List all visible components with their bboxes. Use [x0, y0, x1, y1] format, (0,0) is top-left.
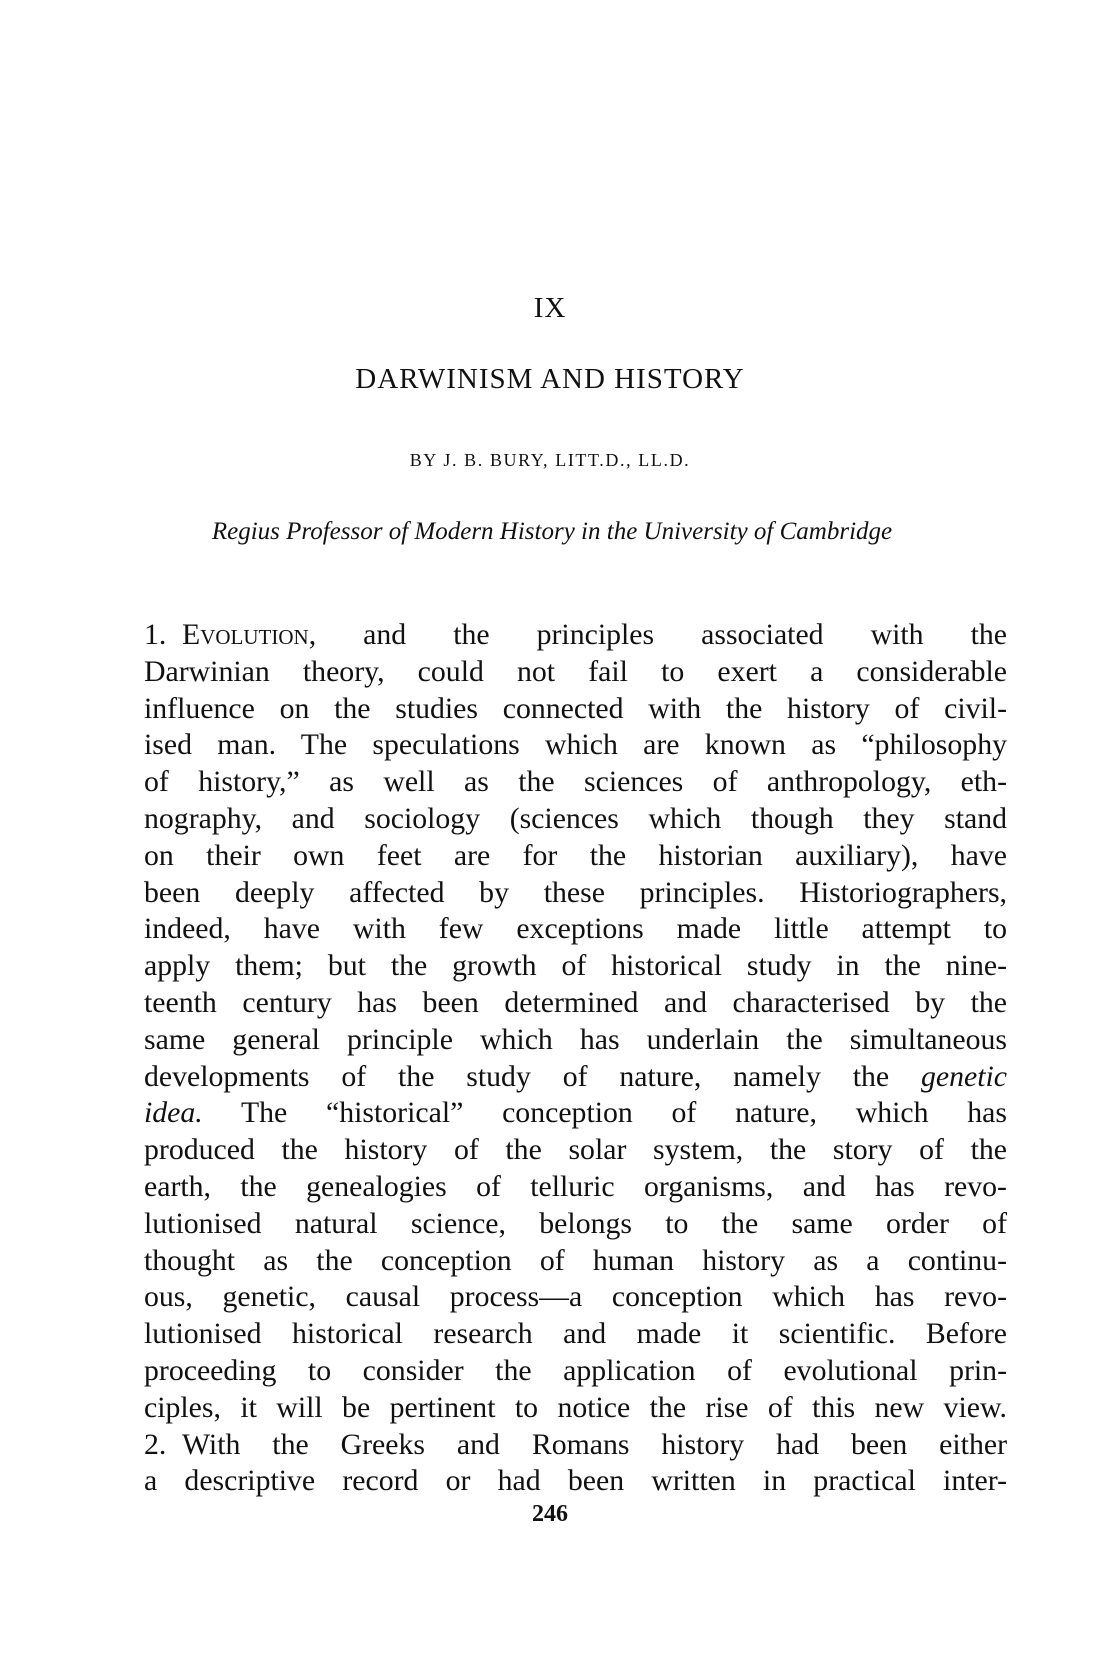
body-line: thought as the conception of human history as a continu-: [144, 1243, 1007, 1277]
body-line: a descriptive record or had been written in practical inter-: [144, 1464, 1007, 1498]
body-line: on their own feet are for the historian auxiliary), have: [144, 838, 1007, 872]
author-byline: BY J. B. BURY, LITT.D., LL.D.: [409, 450, 691, 470]
body-line: [144, 1427, 1007, 1464]
body-line: teenth century has been determined and characterised by the: [144, 985, 1007, 1019]
body-line: Darwinian theory, could not fail to exert a considerable: [144, 654, 1007, 688]
body-line: [144, 1095, 1007, 1132]
body-line: ised man. The speculations which are known as “philosophy: [144, 728, 1007, 762]
italic-term: idea.: [144, 1096, 203, 1130]
body-line: nography, and sociology (sciences which though they stand: [144, 801, 1007, 835]
opening-word: Evolution: [182, 618, 309, 651]
body-line: been deeply affected by these principles. Historiographers,: [144, 875, 1007, 909]
author-affiliation: Regius Professor of Modern History in the University of Cambridge: [211, 518, 893, 545]
italic-term: genetic: [920, 1059, 1007, 1093]
body-line-text: The “historical” conception of nature, which has: [202, 1096, 1007, 1130]
body-line-text: , and the principles associated with the: [308, 618, 1007, 651]
body-line-text: developments of the study of nature, namely the: [144, 1059, 890, 1093]
body-line: ciples, it will be pertinent to notice the rise of this new view.: [144, 1390, 1007, 1424]
body-line: of history,” as well as the sciences of anthropology, eth-: [144, 765, 1007, 799]
body-line: produced the history of the solar system, the story of the: [144, 1133, 1007, 1167]
paragraph-number: 2.: [144, 1427, 167, 1461]
paragraph-number: 1.: [144, 618, 167, 651]
body-line: indeed, have with few exceptions made little attempt to: [144, 912, 1007, 946]
body-line: [144, 1059, 1007, 1096]
body-line: lutionised natural science, belongs to the same order of: [144, 1206, 1007, 1240]
body-line: proceeding to consider the application of evolutional prin-: [144, 1353, 1007, 1387]
body-line: influence on the studies connected with the history of civil-: [144, 691, 1007, 725]
chapter-body: [144, 617, 1007, 1500]
body-line: ous, genetic, causal process—a conception which has revo-: [144, 1280, 1007, 1314]
body-line-text: With the Greeks and Romans history had been either: [182, 1427, 1007, 1461]
chapter-number: IX: [533, 292, 567, 324]
body-line: [144, 617, 1007, 654]
body-line: same general principle which has underlain the simultaneous: [144, 1022, 1007, 1056]
page-number: 246: [532, 1501, 568, 1527]
body-line: earth, the genealogies of telluric organisms, and has revo-: [144, 1169, 1007, 1203]
chapter-title: DARWINISM AND HISTORY: [355, 363, 745, 395]
body-line: apply them; but the growth of historical study in the nine-: [144, 949, 1007, 983]
body-line: lutionised historical research and made it scientific. Before: [144, 1317, 1007, 1351]
